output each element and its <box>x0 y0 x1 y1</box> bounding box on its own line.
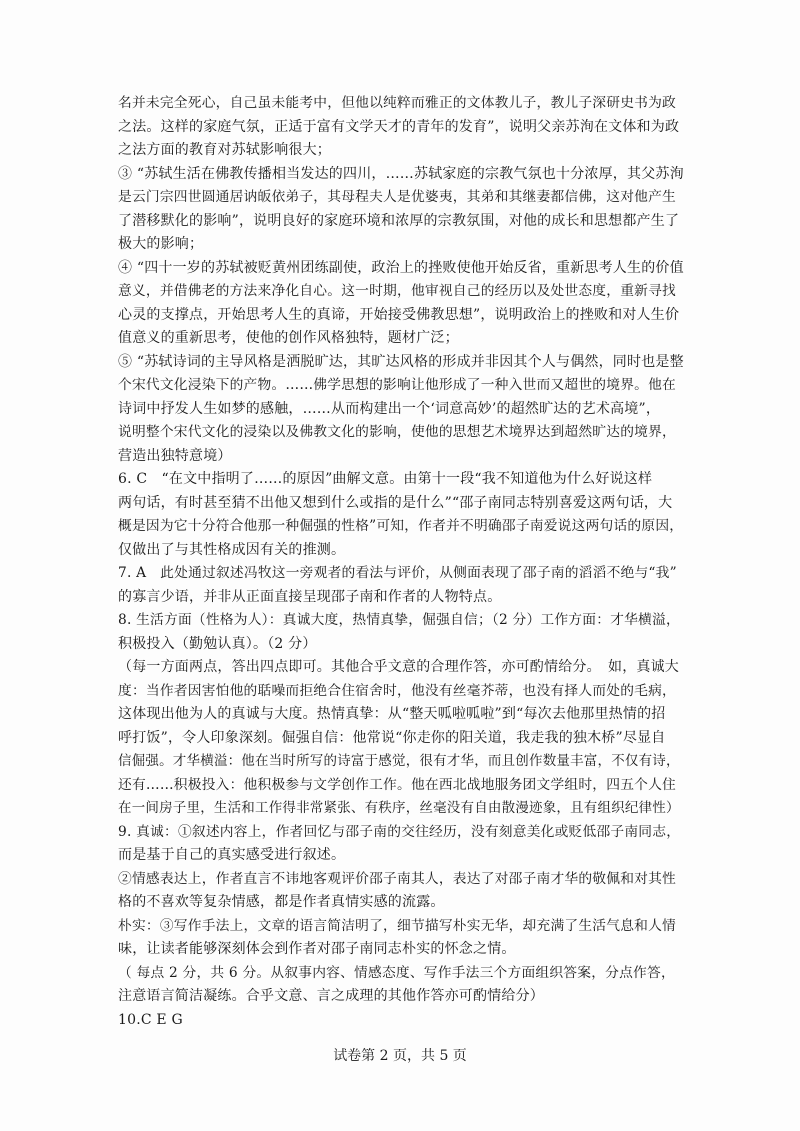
text-line: 营造出独特意境） <box>118 447 232 464</box>
text-line: 注意语言简洁凝练。合乎文意、言之成理的其他作答亦可酌情给分） <box>118 988 544 1004</box>
text-line: 值意义的重新思考，使他的创作风格独特，题材广泛； <box>118 330 459 346</box>
text-line: 说明整个宋代文化的浸染以及佛教文化的影响，使他的思想艺术境界达到超然旷达的境界， <box>118 424 677 440</box>
text-line: 诗词中抒发人生如梦的感触，……从而构建出一个‘词意高妙’的超然旷达的艺术高境”， <box>118 400 661 417</box>
text-line: 度：当作者因害怕他的聒噪而拒绝合住宿舍时，他没有丝毫芥蒂，也没有择人而处的毛病， <box>118 682 677 699</box>
text-line: 呼打饭”，令人印象深刻。倔强自信：他常说“你走你的阳关道，我走我的独木桥”尽显自 <box>118 729 666 746</box>
text-line: 7. A 此处通过叙述冯牧这一旁观者的看法与评价，从侧面表现了邵子南的滔滔不绝与“我” <box>118 565 677 581</box>
text-line: 两句话，有时甚至猜不出他又想到什么或指的是什么”“邵子南同志特别喜爱这两句话，大 <box>118 494 673 511</box>
text-line: 的寡言少语，并非从正面直接呈现邵子南和作者的人物特点。 <box>118 588 502 605</box>
text-line: 朴实：③写作手法上，文章的语言简洁明了，细节描写朴实无华，却充满了生活气息和人情 <box>118 917 677 934</box>
text-line: 格的不喜欢等复杂情感，都是作者真情实感的流露。 <box>118 894 445 910</box>
text-line: 在一间房子里，生活和工作得非常紧张、有秩序，丝毫没有自由散漫迹象，且有组织纪律性） <box>118 800 680 816</box>
text-line: 9. 真诚：①叙述内容上，作者回忆与邵子南的交往经历，没有刻意美化或贬低邵子南同志， <box>118 823 681 840</box>
text-line: （每一方面两点，答出四点即可。其他合乎文意的合理作答，亦可酌情给分。 如，真诚大 <box>118 659 679 675</box>
text-line: ⑤ “苏轼诗词的主导风格是洒脱旷达，其旷达风格的形成并非因其个人与偶然，同时也是整 <box>118 353 684 370</box>
text-line: 这体现出他为人的真诚与大度。热情真挚：从“整天呱啦呱啦”到“每次去他那里热情的招 <box>118 706 666 722</box>
text-line: ④ “四十一岁的苏轼被贬黄州团练副使，政治上的挫败使他开始反省，重新思考人生的价值 <box>118 259 684 276</box>
text-line: 之法。这样的家庭气氛，正适于富有文学天才的青年的发育”，说明父亲苏洵在文体和为政 <box>118 118 680 135</box>
text-line: 极大的影响； <box>118 236 204 252</box>
text-line: 个宋代文化浸染下的产物。……佛学思想的影响让他形成了一种入世而又超世的境界。他在 <box>118 377 677 393</box>
text-line: ③ “苏轼生活在佛教传播相当发达的四川，……苏轼家庭的宗教气氛也十分浓厚，其父苏洵 <box>118 165 684 182</box>
text-line: 之法方面的教育对苏轼影响很大； <box>118 142 331 158</box>
text-line: 而是基于自己的真实感受进行叙述。 <box>118 847 346 863</box>
text-line: 名并未完全死心，自己虽未能考中，但他以纯粹而雅正的文体教儿子，教儿子深研史书为政 <box>118 95 677 111</box>
text-line: 10.C E G <box>118 1011 183 1028</box>
page-number-footer: 试卷第 2 页，共 5 页 <box>333 1048 467 1064</box>
text-line: 信倔强。才华横溢：他在当时所写的诗富于感觉，很有才华，而且创作数量丰富，不仅有诗， <box>118 753 680 769</box>
text-line: 了潜移默化的影响”，说明良好的家庭环境和浓厚的宗教氛围，对他的成长和思想都产生了 <box>118 212 680 229</box>
text-line: 概是因为它十分符合他那一种倔强的性格”可知，作者并不明确邵子南爱说这两句话的原因， <box>118 518 684 534</box>
text-line: 6. C “在文中指明了……的原因”曲解文意。由第十一段“我不知道他为什么好说这样 <box>118 471 653 487</box>
text-line: 8. 生活方面（性格为人）：真诚大度，热情真挚，倔强自信；（2 分）工作方面：才华横溢， <box>118 612 680 628</box>
text-line: 积极投入（勤勉认真）。（2 分） <box>118 635 317 652</box>
text-line: 意义，并借佛老的方法来净化自心。这一时期，他审视自己的经历以及处世态度，重新寻找 <box>118 283 677 299</box>
answer-text-block <box>118 92 684 1032</box>
text-line: （ 每点 2 分，共 6 分。从叙事内容、情感态度、写作手法三个方面组织答案，分点作答， <box>118 964 675 981</box>
text-line: 还有……积极投入：他积极参与文学创作工作。他在西北战地服务团文学组时，四五个人住 <box>118 776 677 793</box>
text-line: ②情感表达上，作者直言不讳地客观评价邵子南其人，表达了对邵子南才华的敬佩和对其性 <box>118 870 677 887</box>
text-line: 心灵的支撑点，开始思考人生的真谛，开始接受佛教思想”，说明政治上的挫败和对人生价 <box>118 306 680 323</box>
text-line: 仅做出了与其性格成因有关的推测。 <box>118 541 346 558</box>
text-line: 味，让读者能够深刻体会到作者对邵子南同志朴实的怀念之情。 <box>118 941 516 957</box>
text-line: 是云门宗四世圆通居讷皈依弟子，其母程夫人是优婆夷，其弟和其继妻都信佛，这对他产生 <box>118 189 677 205</box>
